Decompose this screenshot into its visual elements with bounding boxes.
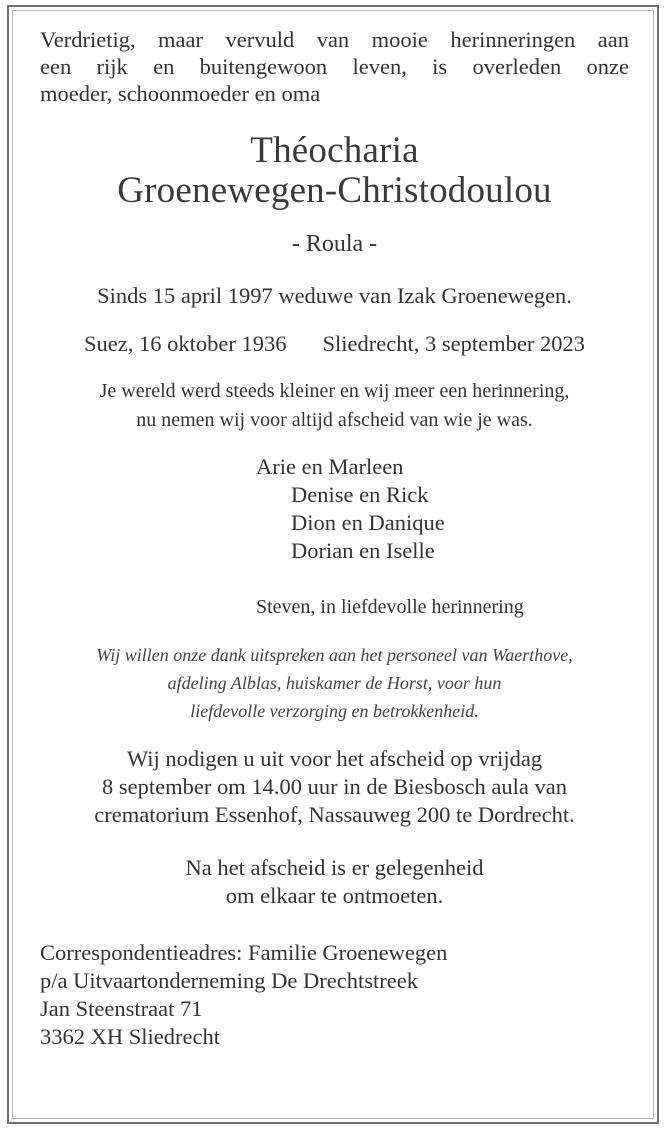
announcement-content	[40, 26, 629, 1051]
life-dates	[40, 331, 629, 357]
widow-line: Sinds 15 april 1997 weduwe van Izak Groenewegen.	[97, 283, 572, 308]
address-line: 3362 XH Sliedrecht	[40, 1024, 220, 1049]
funeral-invitation	[40, 745, 629, 829]
family-list	[256, 453, 629, 621]
death-date: Sliedrecht, 3 september 2023	[322, 331, 585, 356]
invite-line: 8 september om 14.00 uur in de Biesbosch aula van	[102, 774, 567, 799]
address-line: p/a Uitvaartonderneming De Drechtstreek	[40, 968, 418, 993]
address-line: Jan Steenstraat 71	[40, 996, 203, 1021]
thanks-line: liefdevolle verzorging en betrokkenheid.	[190, 701, 479, 721]
invite-line: crematorium Essenhof, Nassauweg 200 te Dordrecht.	[94, 802, 575, 827]
intro-line: moeder, schoonmoeder en oma	[40, 81, 321, 106]
family-grandchild: Dion en Danique	[291, 510, 445, 535]
gathering-note	[40, 854, 629, 910]
family-grandchild: Denise en Rick	[291, 482, 429, 507]
family-parents: Arie en Marleen	[256, 454, 404, 479]
deceased-surname: Groenewegen-Christodoulou	[117, 170, 552, 211]
family-memorial: Steven, in liefdevolle herinnering	[256, 596, 524, 618]
gathering-line: Na het afscheid is er gelegenheid	[185, 855, 484, 880]
correspondence-address	[40, 939, 629, 1051]
deceased-first-name: Théocharia	[250, 130, 419, 171]
gathering-line: om elkaar te ontmoeten.	[225, 883, 444, 908]
deceased-name	[40, 131, 629, 211]
birth-date: Suez, 16 oktober 1936	[84, 331, 287, 356]
deceased-nickname: - Roula -	[291, 231, 378, 257]
intro-line: een rijk en buitengewoon leven, is overleden onze	[40, 54, 629, 79]
poem-line: nu nemen wij voor altijd afscheid van wie je was.	[136, 409, 533, 431]
thanks-line: afdeling Alblas, huiskamer de Horst, voor hun	[167, 673, 502, 693]
intro-line: Verdrietig, maar vervuld van mooie herinneringen aan	[40, 27, 629, 52]
family-grandchild: Dorian en Iselle	[291, 538, 435, 563]
poem-text	[40, 377, 629, 435]
address-line: Correspondentieadres: Familie Groenewegen	[40, 940, 448, 965]
poem-line: Je wereld werd steeds kleiner en wij meer een herinnering,	[99, 380, 570, 402]
thanks-line: Wij willen onze dank uitspreken aan het personeel van Waerthove,	[96, 645, 573, 665]
thanks-text	[40, 641, 629, 725]
intro-paragraph	[40, 26, 629, 107]
invite-line: Wij nodigen u uit voor het afscheid op vrijdag	[126, 746, 543, 771]
